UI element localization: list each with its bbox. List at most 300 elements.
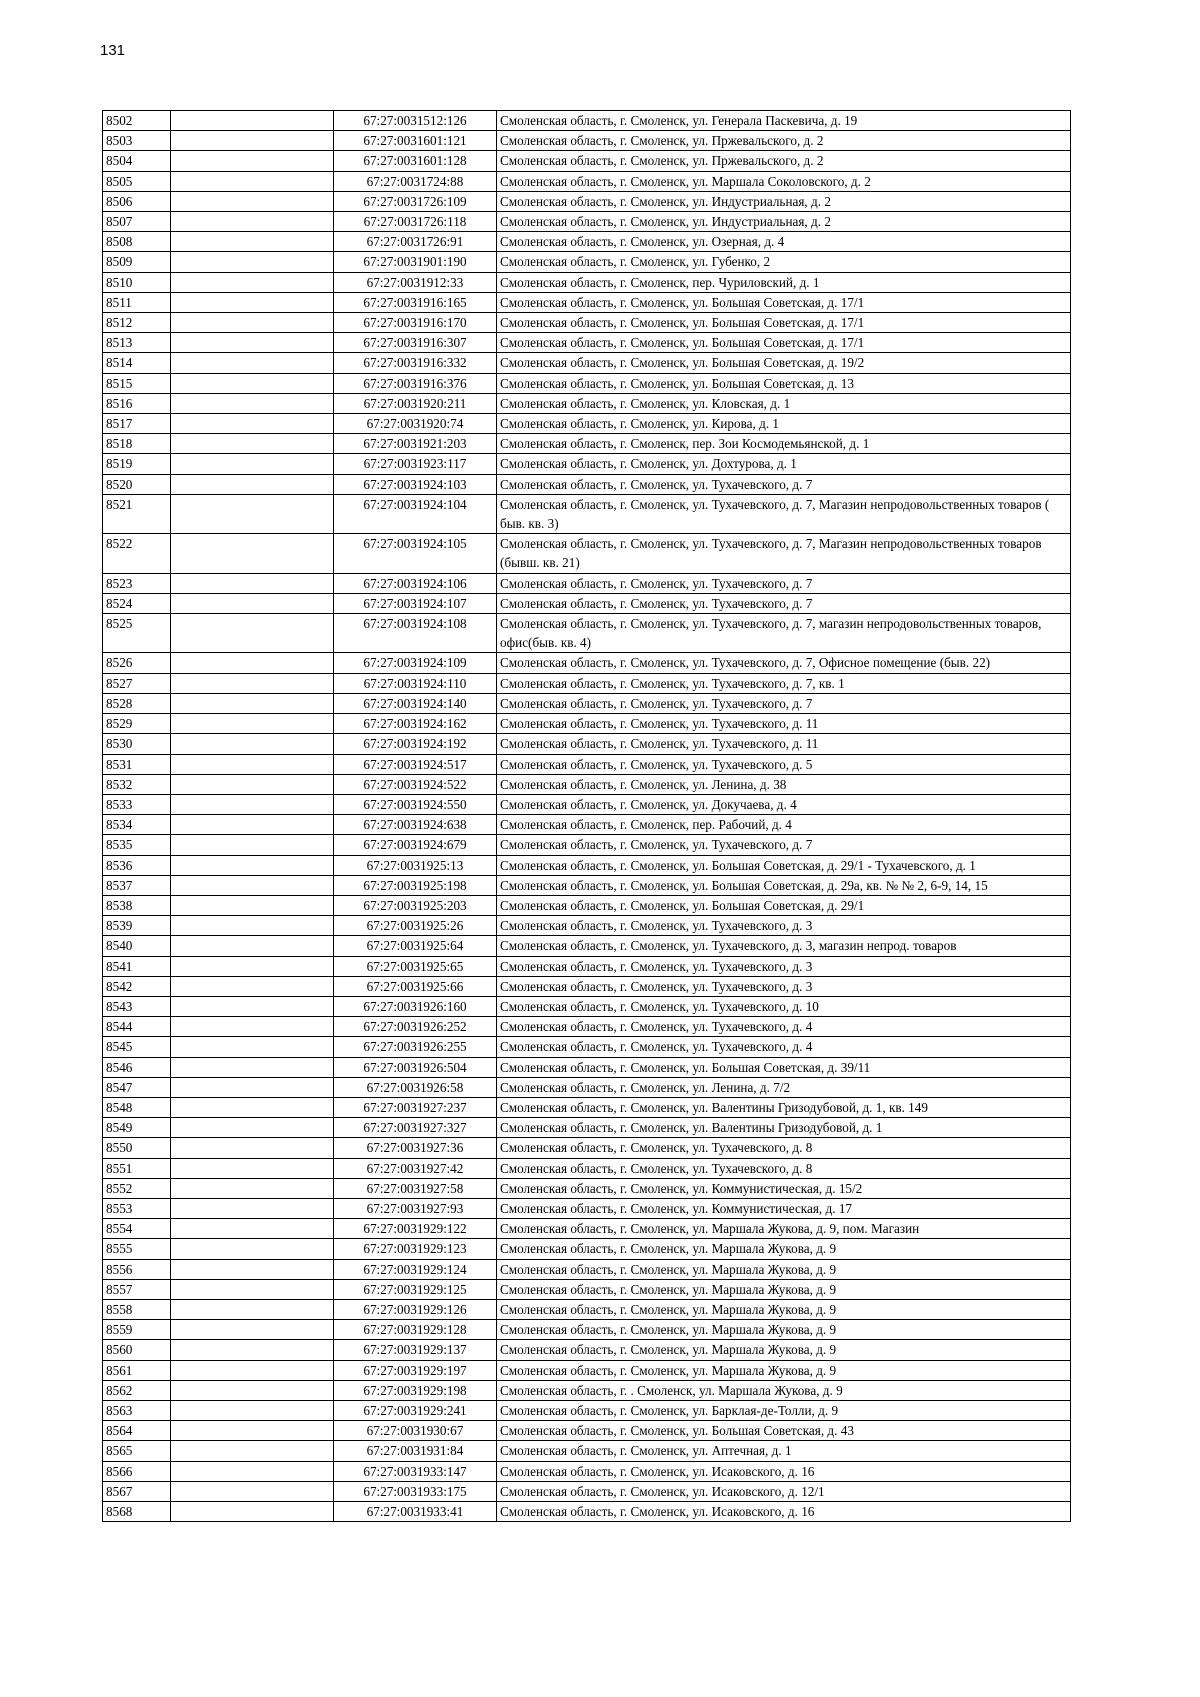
cadastral-number-cell: 67:27:0031916:332 <box>334 353 497 373</box>
cadastral-number-cell: 67:27:0031924:192 <box>334 734 497 754</box>
address-cell: Смоленская область, г. Смоленск, ул. Тухачевского, д. 10 <box>497 996 1071 1016</box>
table-row <box>103 1198 1071 1218</box>
table-row <box>103 573 1071 593</box>
address-cell: Смоленская область, г. Смоленск, пер. Зои Космодемьянской, д. 1 <box>497 434 1071 454</box>
address-cell: Смоленская область, г. Смоленск, ул. Маршала Жукова, д. 9 <box>497 1279 1071 1299</box>
address-cell: Смоленская область, г. Смоленск, ул. Пржевальского, д. 2 <box>497 151 1071 171</box>
cadastral-number-cell: 67:27:0031924:550 <box>334 794 497 814</box>
cadastral-number-cell: 67:27:0031927:36 <box>334 1138 497 1158</box>
table-row <box>103 1239 1071 1259</box>
table-row <box>103 734 1071 754</box>
table-row <box>103 534 1071 573</box>
address-cell: Смоленская область, г. Смоленск, ул. Тухачевского, д. 4 <box>497 1017 1071 1037</box>
table-row <box>103 1279 1071 1299</box>
table-row <box>103 1360 1071 1380</box>
row-number-cell: 8548 <box>103 1097 171 1117</box>
empty-cell <box>171 212 334 232</box>
empty-cell <box>171 151 334 171</box>
row-number-cell: 8523 <box>103 573 171 593</box>
table-row <box>103 1461 1071 1481</box>
cadastral-number-cell: 67:27:0031927:93 <box>334 1198 497 1218</box>
empty-cell <box>171 1299 334 1319</box>
registry-table-body <box>103 111 1071 1522</box>
row-number-cell: 8547 <box>103 1077 171 1097</box>
row-number-cell: 8553 <box>103 1198 171 1218</box>
cadastral-number-cell: 67:27:0031929:125 <box>334 1279 497 1299</box>
cadastral-number-cell: 67:27:0031912:33 <box>334 272 497 292</box>
table-row <box>103 1299 1071 1319</box>
address-cell: Смоленская область, г. Смоленск, ул. Маршала Жукова, д. 9 <box>497 1299 1071 1319</box>
empty-cell <box>171 815 334 835</box>
empty-cell <box>171 534 334 573</box>
row-number-cell: 8509 <box>103 252 171 272</box>
table-row <box>103 414 1071 434</box>
table-row <box>103 1401 1071 1421</box>
table-row <box>103 936 1071 956</box>
row-number-cell: 8522 <box>103 534 171 573</box>
empty-cell <box>171 1360 334 1380</box>
row-number-cell: 8544 <box>103 1017 171 1037</box>
empty-cell <box>171 1158 334 1178</box>
cadastral-number-cell: 67:27:0031929:197 <box>334 1360 497 1380</box>
table-row <box>103 494 1071 533</box>
cadastral-number-cell: 67:27:0031929:126 <box>334 1299 497 1319</box>
row-number-cell: 8506 <box>103 191 171 211</box>
table-row <box>103 754 1071 774</box>
address-cell: Смоленская область, г. Смоленск, пер. Рабочий, д. 4 <box>497 815 1071 835</box>
address-cell: Смоленская область, г. Смоленск, ул. Маршала Жукова, д. 9 <box>497 1340 1071 1360</box>
address-cell: Смоленская область, г. Смоленск, ул. Коммунистическая, д. 15/2 <box>497 1178 1071 1198</box>
empty-cell <box>171 252 334 272</box>
row-number-cell: 8540 <box>103 936 171 956</box>
table-row <box>103 1259 1071 1279</box>
cadastral-number-cell: 67:27:0031920:74 <box>334 414 497 434</box>
table-row <box>103 593 1071 613</box>
empty-cell <box>171 936 334 956</box>
empty-cell <box>171 1037 334 1057</box>
empty-cell <box>171 373 334 393</box>
cadastral-number-cell: 67:27:0031927:327 <box>334 1118 497 1138</box>
address-cell: Смоленская область, г. Смоленск, ул. Маршала Жукова, д. 9 <box>497 1239 1071 1259</box>
row-number-cell: 8560 <box>103 1340 171 1360</box>
address-cell: Смоленская область, г. Смоленск, ул. Большая Советская, д. 29а, кв. № № 2, 6-9, 14, 15 <box>497 875 1071 895</box>
cadastral-number-cell: 67:27:0031924:162 <box>334 714 497 734</box>
empty-cell <box>171 333 334 353</box>
table-row <box>103 794 1071 814</box>
cadastral-number-cell: 67:27:0031916:307 <box>334 333 497 353</box>
cadastral-number-cell: 67:27:0031923:117 <box>334 454 497 474</box>
cadastral-number-cell: 67:27:0031924:108 <box>334 614 497 653</box>
table-row <box>103 353 1071 373</box>
row-number-cell: 8538 <box>103 895 171 915</box>
address-cell: Смоленская область, г. Смоленск, ул. Пржевальского, д. 2 <box>497 131 1071 151</box>
table-row <box>103 976 1071 996</box>
empty-cell <box>171 774 334 794</box>
table-row <box>103 895 1071 915</box>
table-row <box>103 835 1071 855</box>
cadastral-number-cell: 67:27:0031726:91 <box>334 232 497 252</box>
address-cell: Смоленская область, г. . Смоленск, ул. Маршала Жукова, д. 9 <box>497 1380 1071 1400</box>
cadastral-number-cell: 67:27:0031601:128 <box>334 151 497 171</box>
empty-cell <box>171 1097 334 1117</box>
table-row <box>103 454 1071 474</box>
table-row <box>103 434 1071 454</box>
table-row <box>103 1037 1071 1057</box>
row-number-cell: 8531 <box>103 754 171 774</box>
empty-cell <box>171 1320 334 1340</box>
address-cell: Смоленская область, г. Смоленск, ул. Барклая-де-Толли, д. 9 <box>497 1401 1071 1421</box>
empty-cell <box>171 714 334 734</box>
empty-cell <box>171 875 334 895</box>
row-number-cell: 8552 <box>103 1178 171 1198</box>
row-number-cell: 8502 <box>103 111 171 131</box>
empty-cell <box>171 474 334 494</box>
table-row <box>103 996 1071 1016</box>
empty-cell <box>171 1239 334 1259</box>
address-cell: Смоленская область, г. Смоленск, ул. Большая Советская, д. 39/11 <box>497 1057 1071 1077</box>
address-cell: Смоленская область, г. Смоленск, ул. Тухачевского, д. 11 <box>497 714 1071 734</box>
cadastral-number-cell: 67:27:0031920:211 <box>334 393 497 413</box>
empty-cell <box>171 1279 334 1299</box>
empty-cell <box>171 1118 334 1138</box>
row-number-cell: 8561 <box>103 1360 171 1380</box>
empty-cell <box>171 693 334 713</box>
table-row <box>103 212 1071 232</box>
cadastral-number-cell: 67:27:0031924:679 <box>334 835 497 855</box>
row-number-cell: 8563 <box>103 1401 171 1421</box>
cadastral-number-cell: 67:27:0031924:522 <box>334 774 497 794</box>
table-row <box>103 313 1071 333</box>
table-row <box>103 1138 1071 1158</box>
row-number-cell: 8537 <box>103 875 171 895</box>
empty-cell <box>171 1421 334 1441</box>
row-number-cell: 8559 <box>103 1320 171 1340</box>
row-number-cell: 8507 <box>103 212 171 232</box>
address-cell: Смоленская область, г. Смоленск, ул. Индустриальная, д. 2 <box>497 191 1071 211</box>
row-number-cell: 8515 <box>103 373 171 393</box>
address-cell: Смоленская область, г. Смоленск, ул. Исаковского, д. 16 <box>497 1502 1071 1522</box>
row-number-cell: 8534 <box>103 815 171 835</box>
empty-cell <box>171 976 334 996</box>
cadastral-number-cell: 67:27:0031724:88 <box>334 171 497 191</box>
row-number-cell: 8556 <box>103 1259 171 1279</box>
empty-cell <box>171 1057 334 1077</box>
row-number-cell: 8505 <box>103 171 171 191</box>
cadastral-number-cell: 67:27:0031933:147 <box>334 1461 497 1481</box>
row-number-cell: 8545 <box>103 1037 171 1057</box>
cadastral-number-cell: 67:27:0031926:58 <box>334 1077 497 1097</box>
address-cell: Смоленская область, г. Смоленск, ул. Губенко, 2 <box>497 252 1071 272</box>
table-row <box>103 855 1071 875</box>
empty-cell <box>171 434 334 454</box>
row-number-cell: 8551 <box>103 1158 171 1178</box>
row-number-cell: 8550 <box>103 1138 171 1158</box>
row-number-cell: 8536 <box>103 855 171 875</box>
cadastral-number-cell: 67:27:0031726:109 <box>334 191 497 211</box>
table-row <box>103 875 1071 895</box>
address-cell: Смоленская область, г. Смоленск, ул. Большая Советская, д. 29/1 <box>497 895 1071 915</box>
address-cell: Смоленская область, г. Смоленск, ул. Тухачевского, д. 7 <box>497 573 1071 593</box>
table-row <box>103 1219 1071 1239</box>
row-number-cell: 8568 <box>103 1502 171 1522</box>
cadastral-number-cell: 67:27:0031929:128 <box>334 1320 497 1340</box>
table-row <box>103 956 1071 976</box>
row-number-cell: 8535 <box>103 835 171 855</box>
address-cell: Смоленская область, г. Смоленск, ул. Тухачевского, д. 7 <box>497 693 1071 713</box>
address-cell: Смоленская область, г. Смоленск, ул. Тухачевского, д. 7, Офисное помещение (быв. 22) <box>497 653 1071 673</box>
table-row <box>103 653 1071 673</box>
table-row <box>103 714 1071 734</box>
table-row <box>103 292 1071 312</box>
empty-cell <box>171 1502 334 1522</box>
table-row <box>103 916 1071 936</box>
empty-cell <box>171 1198 334 1218</box>
address-cell: Смоленская область, г. Смоленск, ул. Большая Советская, д. 19/2 <box>497 353 1071 373</box>
empty-cell <box>171 232 334 252</box>
address-cell: Смоленская область, г. Смоленск, ул. Ленина, д. 7/2 <box>497 1077 1071 1097</box>
cadastral-number-cell: 67:27:0031925:66 <box>334 976 497 996</box>
table-row <box>103 1320 1071 1340</box>
table-row <box>103 614 1071 653</box>
table-row <box>103 1097 1071 1117</box>
address-cell: Смоленская область, г. Смоленск, ул. Индустриальная, д. 2 <box>497 212 1071 232</box>
address-cell: Смоленская область, г. Смоленск, ул. Маршала Жукова, д. 9 <box>497 1259 1071 1279</box>
table-row <box>103 474 1071 494</box>
row-number-cell: 8513 <box>103 333 171 353</box>
row-number-cell: 8514 <box>103 353 171 373</box>
cadastral-number-cell: 67:27:0031929:137 <box>334 1340 497 1360</box>
address-cell: Смоленская область, г. Смоленск, ул. Тухачевского, д. 7, Магазин непродовольственных товаров ( быв. кв. 3) <box>497 494 1071 533</box>
table-row <box>103 673 1071 693</box>
empty-cell <box>171 414 334 434</box>
address-cell: Смоленская область, г. Смоленск, ул. Маршала Жукова, д. 9 <box>497 1320 1071 1340</box>
table-row <box>103 272 1071 292</box>
address-cell: Смоленская область, г. Смоленск, ул. Аптечная, д. 1 <box>497 1441 1071 1461</box>
empty-cell <box>171 916 334 936</box>
row-number-cell: 8566 <box>103 1461 171 1481</box>
table-row <box>103 693 1071 713</box>
address-cell: Смоленская область, г. Смоленск, ул. Маршала Соколовского, д. 2 <box>497 171 1071 191</box>
address-cell: Смоленская область, г. Смоленск, ул. Тухачевского, д. 8 <box>497 1158 1071 1178</box>
cadastral-number-cell: 67:27:0031924:110 <box>334 673 497 693</box>
table-row <box>103 1340 1071 1360</box>
row-number-cell: 8525 <box>103 614 171 653</box>
address-cell: Смоленская область, г. Смоленск, ул. Генерала Паскевича, д. 19 <box>497 111 1071 131</box>
empty-cell <box>171 1461 334 1481</box>
empty-cell <box>171 111 334 131</box>
address-cell: Смоленская область, г. Смоленск, ул. Исаковского, д. 16 <box>497 1461 1071 1481</box>
row-number-cell: 8542 <box>103 976 171 996</box>
cadastral-number-cell: 67:27:0031926:160 <box>334 996 497 1016</box>
table-row <box>103 1380 1071 1400</box>
cadastral-number-cell: 67:27:0031924:109 <box>334 653 497 673</box>
cadastral-number-cell: 67:27:0031925:26 <box>334 916 497 936</box>
table-row <box>103 1178 1071 1198</box>
empty-cell <box>171 454 334 474</box>
address-cell: Смоленская область, г. Смоленск, ул. Исаковского, д. 12/1 <box>497 1481 1071 1501</box>
empty-cell <box>171 1017 334 1037</box>
empty-cell <box>171 794 334 814</box>
cadastral-number-cell: 67:27:0031924:106 <box>334 573 497 593</box>
address-cell: Смоленская область, г. Смоленск, ул. Дохтурова, д. 1 <box>497 454 1071 474</box>
empty-cell <box>171 494 334 533</box>
cadastral-number-cell: 67:27:0031925:198 <box>334 875 497 895</box>
cadastral-number-cell: 67:27:0031927:237 <box>334 1097 497 1117</box>
table-row <box>103 191 1071 211</box>
row-number-cell: 8528 <box>103 693 171 713</box>
row-number-cell: 8558 <box>103 1299 171 1319</box>
cadastral-number-cell: 67:27:0031926:252 <box>334 1017 497 1037</box>
address-cell: Смоленская область, г. Смоленск, ул. Докучаева, д. 4 <box>497 794 1071 814</box>
address-cell: Смоленская область, г. Смоленск, ул. Ленина, д. 38 <box>497 774 1071 794</box>
address-cell: Смоленская область, г. Смоленск, ул. Тухачевского, д. 5 <box>497 754 1071 774</box>
cadastral-number-cell: 67:27:0031929:124 <box>334 1259 497 1279</box>
address-cell: Смоленская область, г. Смоленск, ул. Маршала Жукова, д. 9 <box>497 1360 1071 1380</box>
row-number-cell: 8555 <box>103 1239 171 1259</box>
cadastral-number-cell: 67:27:0031933:41 <box>334 1502 497 1522</box>
empty-cell <box>171 895 334 915</box>
row-number-cell: 8516 <box>103 393 171 413</box>
cadastral-number-cell: 67:27:0031916:376 <box>334 373 497 393</box>
empty-cell <box>171 593 334 613</box>
page-number: 131 <box>100 42 126 59</box>
empty-cell <box>171 272 334 292</box>
cadastral-number-cell: 67:27:0031924:140 <box>334 693 497 713</box>
table-row <box>103 171 1071 191</box>
row-number-cell: 8503 <box>103 131 171 151</box>
table-row <box>103 1057 1071 1077</box>
address-cell: Смоленская область, г. Смоленск, ул. Коммунистическая, д. 17 <box>497 1198 1071 1218</box>
row-number-cell: 8519 <box>103 454 171 474</box>
row-number-cell: 8508 <box>103 232 171 252</box>
cadastral-number-cell: 67:27:0031926:255 <box>334 1037 497 1057</box>
empty-cell <box>171 1259 334 1279</box>
cadastral-number-cell: 67:27:0031924:638 <box>334 815 497 835</box>
empty-cell <box>171 614 334 653</box>
empty-cell <box>171 653 334 673</box>
row-number-cell: 8518 <box>103 434 171 454</box>
empty-cell <box>171 734 334 754</box>
table-row <box>103 151 1071 171</box>
empty-cell <box>171 1138 334 1158</box>
cadastral-number-cell: 67:27:0031926:504 <box>334 1057 497 1077</box>
empty-cell <box>171 996 334 1016</box>
cadastral-number-cell: 67:27:0031601:121 <box>334 131 497 151</box>
cadastral-number-cell: 67:27:0031929:123 <box>334 1239 497 1259</box>
empty-cell <box>171 1340 334 1360</box>
table-row <box>103 333 1071 353</box>
empty-cell <box>171 393 334 413</box>
row-number-cell: 8546 <box>103 1057 171 1077</box>
address-cell: Смоленская область, г. Смоленск, ул. Тухачевского, д. 7, Магазин непродовольственных товаров (бывш. кв. 21) <box>497 534 1071 573</box>
empty-cell <box>171 313 334 333</box>
address-cell: Смоленская область, г. Смоленск, ул. Тухачевского, д. 8 <box>497 1138 1071 1158</box>
address-cell: Смоленская область, г. Смоленск, ул. Тухачевского, д. 3 <box>497 916 1071 936</box>
cadastral-number-cell: 67:27:0031726:118 <box>334 212 497 232</box>
row-number-cell: 8533 <box>103 794 171 814</box>
cadastral-number-cell: 67:27:0031924:107 <box>334 593 497 613</box>
row-number-cell: 8504 <box>103 151 171 171</box>
address-cell: Смоленская область, г. Смоленск, пер. Чуриловский, д. 1 <box>497 272 1071 292</box>
address-cell: Смоленская область, г. Смоленск, ул. Валентины Гризодубовой, д. 1 <box>497 1118 1071 1138</box>
empty-cell <box>171 353 334 373</box>
address-cell: Смоленская область, г. Смоленск, ул. Тухачевского, д. 7, магазин непродовольственных товаров, офис(быв. кв. 4) <box>497 614 1071 653</box>
address-cell: Смоленская область, г. Смоленск, ул. Тухачевского, д. 3 <box>497 976 1071 996</box>
table-row <box>103 1481 1071 1501</box>
row-number-cell: 8541 <box>103 956 171 976</box>
cadastral-number-cell: 67:27:0031933:175 <box>334 1481 497 1501</box>
empty-cell <box>171 131 334 151</box>
table-row <box>103 1502 1071 1522</box>
cadastral-number-cell: 67:27:0031929:198 <box>334 1380 497 1400</box>
empty-cell <box>171 754 334 774</box>
empty-cell <box>171 1441 334 1461</box>
empty-cell <box>171 573 334 593</box>
row-number-cell: 8521 <box>103 494 171 533</box>
address-cell: Смоленская область, г. Смоленск, ул. Тухачевского, д. 3, магазин непрод. товаров <box>497 936 1071 956</box>
empty-cell <box>171 1380 334 1400</box>
row-number-cell: 8517 <box>103 414 171 434</box>
address-cell: Смоленская область, г. Смоленск, ул. Маршала Жукова, д. 9, пом. Магазин <box>497 1219 1071 1239</box>
empty-cell <box>171 1178 334 1198</box>
address-cell: Смоленская область, г. Смоленск, ул. Тухачевского, д. 3 <box>497 956 1071 976</box>
row-number-cell: 8549 <box>103 1118 171 1138</box>
table-row <box>103 1421 1071 1441</box>
empty-cell <box>171 1219 334 1239</box>
registry-table <box>102 110 1071 1522</box>
address-cell: Смоленская область, г. Смоленск, ул. Большая Советская, д. 13 <box>497 373 1071 393</box>
address-cell: Смоленская область, г. Смоленск, ул. Тухачевского, д. 7 <box>497 474 1071 494</box>
row-number-cell: 8526 <box>103 653 171 673</box>
cadastral-number-cell: 67:27:0031512:126 <box>334 111 497 131</box>
empty-cell <box>171 171 334 191</box>
row-number-cell: 8539 <box>103 916 171 936</box>
row-number-cell: 8543 <box>103 996 171 1016</box>
cadastral-number-cell: 67:27:0031927:58 <box>334 1178 497 1198</box>
address-cell: Смоленская область, г. Смоленск, ул. Тухачевского, д. 11 <box>497 734 1071 754</box>
row-number-cell: 8529 <box>103 714 171 734</box>
address-cell: Смоленская область, г. Смоленск, ул. Тухачевского, д. 7, кв. 1 <box>497 673 1071 693</box>
address-cell: Смоленская область, г. Смоленск, ул. Большая Советская, д. 43 <box>497 1421 1071 1441</box>
table-row <box>103 373 1071 393</box>
table-row <box>103 393 1071 413</box>
cadastral-number-cell: 67:27:0031929:241 <box>334 1401 497 1421</box>
table-row <box>103 131 1071 151</box>
address-cell: Смоленская область, г. Смоленск, ул. Кловская, д. 1 <box>497 393 1071 413</box>
address-cell: Смоленская область, г. Смоленск, ул. Озерная, д. 4 <box>497 232 1071 252</box>
table-row <box>103 815 1071 835</box>
row-number-cell: 8557 <box>103 1279 171 1299</box>
row-number-cell: 8562 <box>103 1380 171 1400</box>
address-cell: Смоленская область, г. Смоленск, ул. Валентины Гризодубовой, д. 1, кв. 149 <box>497 1097 1071 1117</box>
cadastral-number-cell: 67:27:0031921:203 <box>334 434 497 454</box>
address-cell: Смоленская область, г. Смоленск, ул. Тухачевского, д. 4 <box>497 1037 1071 1057</box>
row-number-cell: 8510 <box>103 272 171 292</box>
cadastral-number-cell: 67:27:0031925:13 <box>334 855 497 875</box>
row-number-cell: 8511 <box>103 292 171 312</box>
cadastral-number-cell: 67:27:0031916:165 <box>334 292 497 312</box>
row-number-cell: 8532 <box>103 774 171 794</box>
row-number-cell: 8564 <box>103 1421 171 1441</box>
cadastral-number-cell: 67:27:0031924:105 <box>334 534 497 573</box>
empty-cell <box>171 956 334 976</box>
empty-cell <box>171 835 334 855</box>
cadastral-number-cell: 67:27:0031930:67 <box>334 1421 497 1441</box>
cadastral-number-cell: 67:27:0031924:103 <box>334 474 497 494</box>
empty-cell <box>171 1481 334 1501</box>
cadastral-number-cell: 67:27:0031931:84 <box>334 1441 497 1461</box>
cadastral-number-cell: 67:27:0031927:42 <box>334 1158 497 1178</box>
